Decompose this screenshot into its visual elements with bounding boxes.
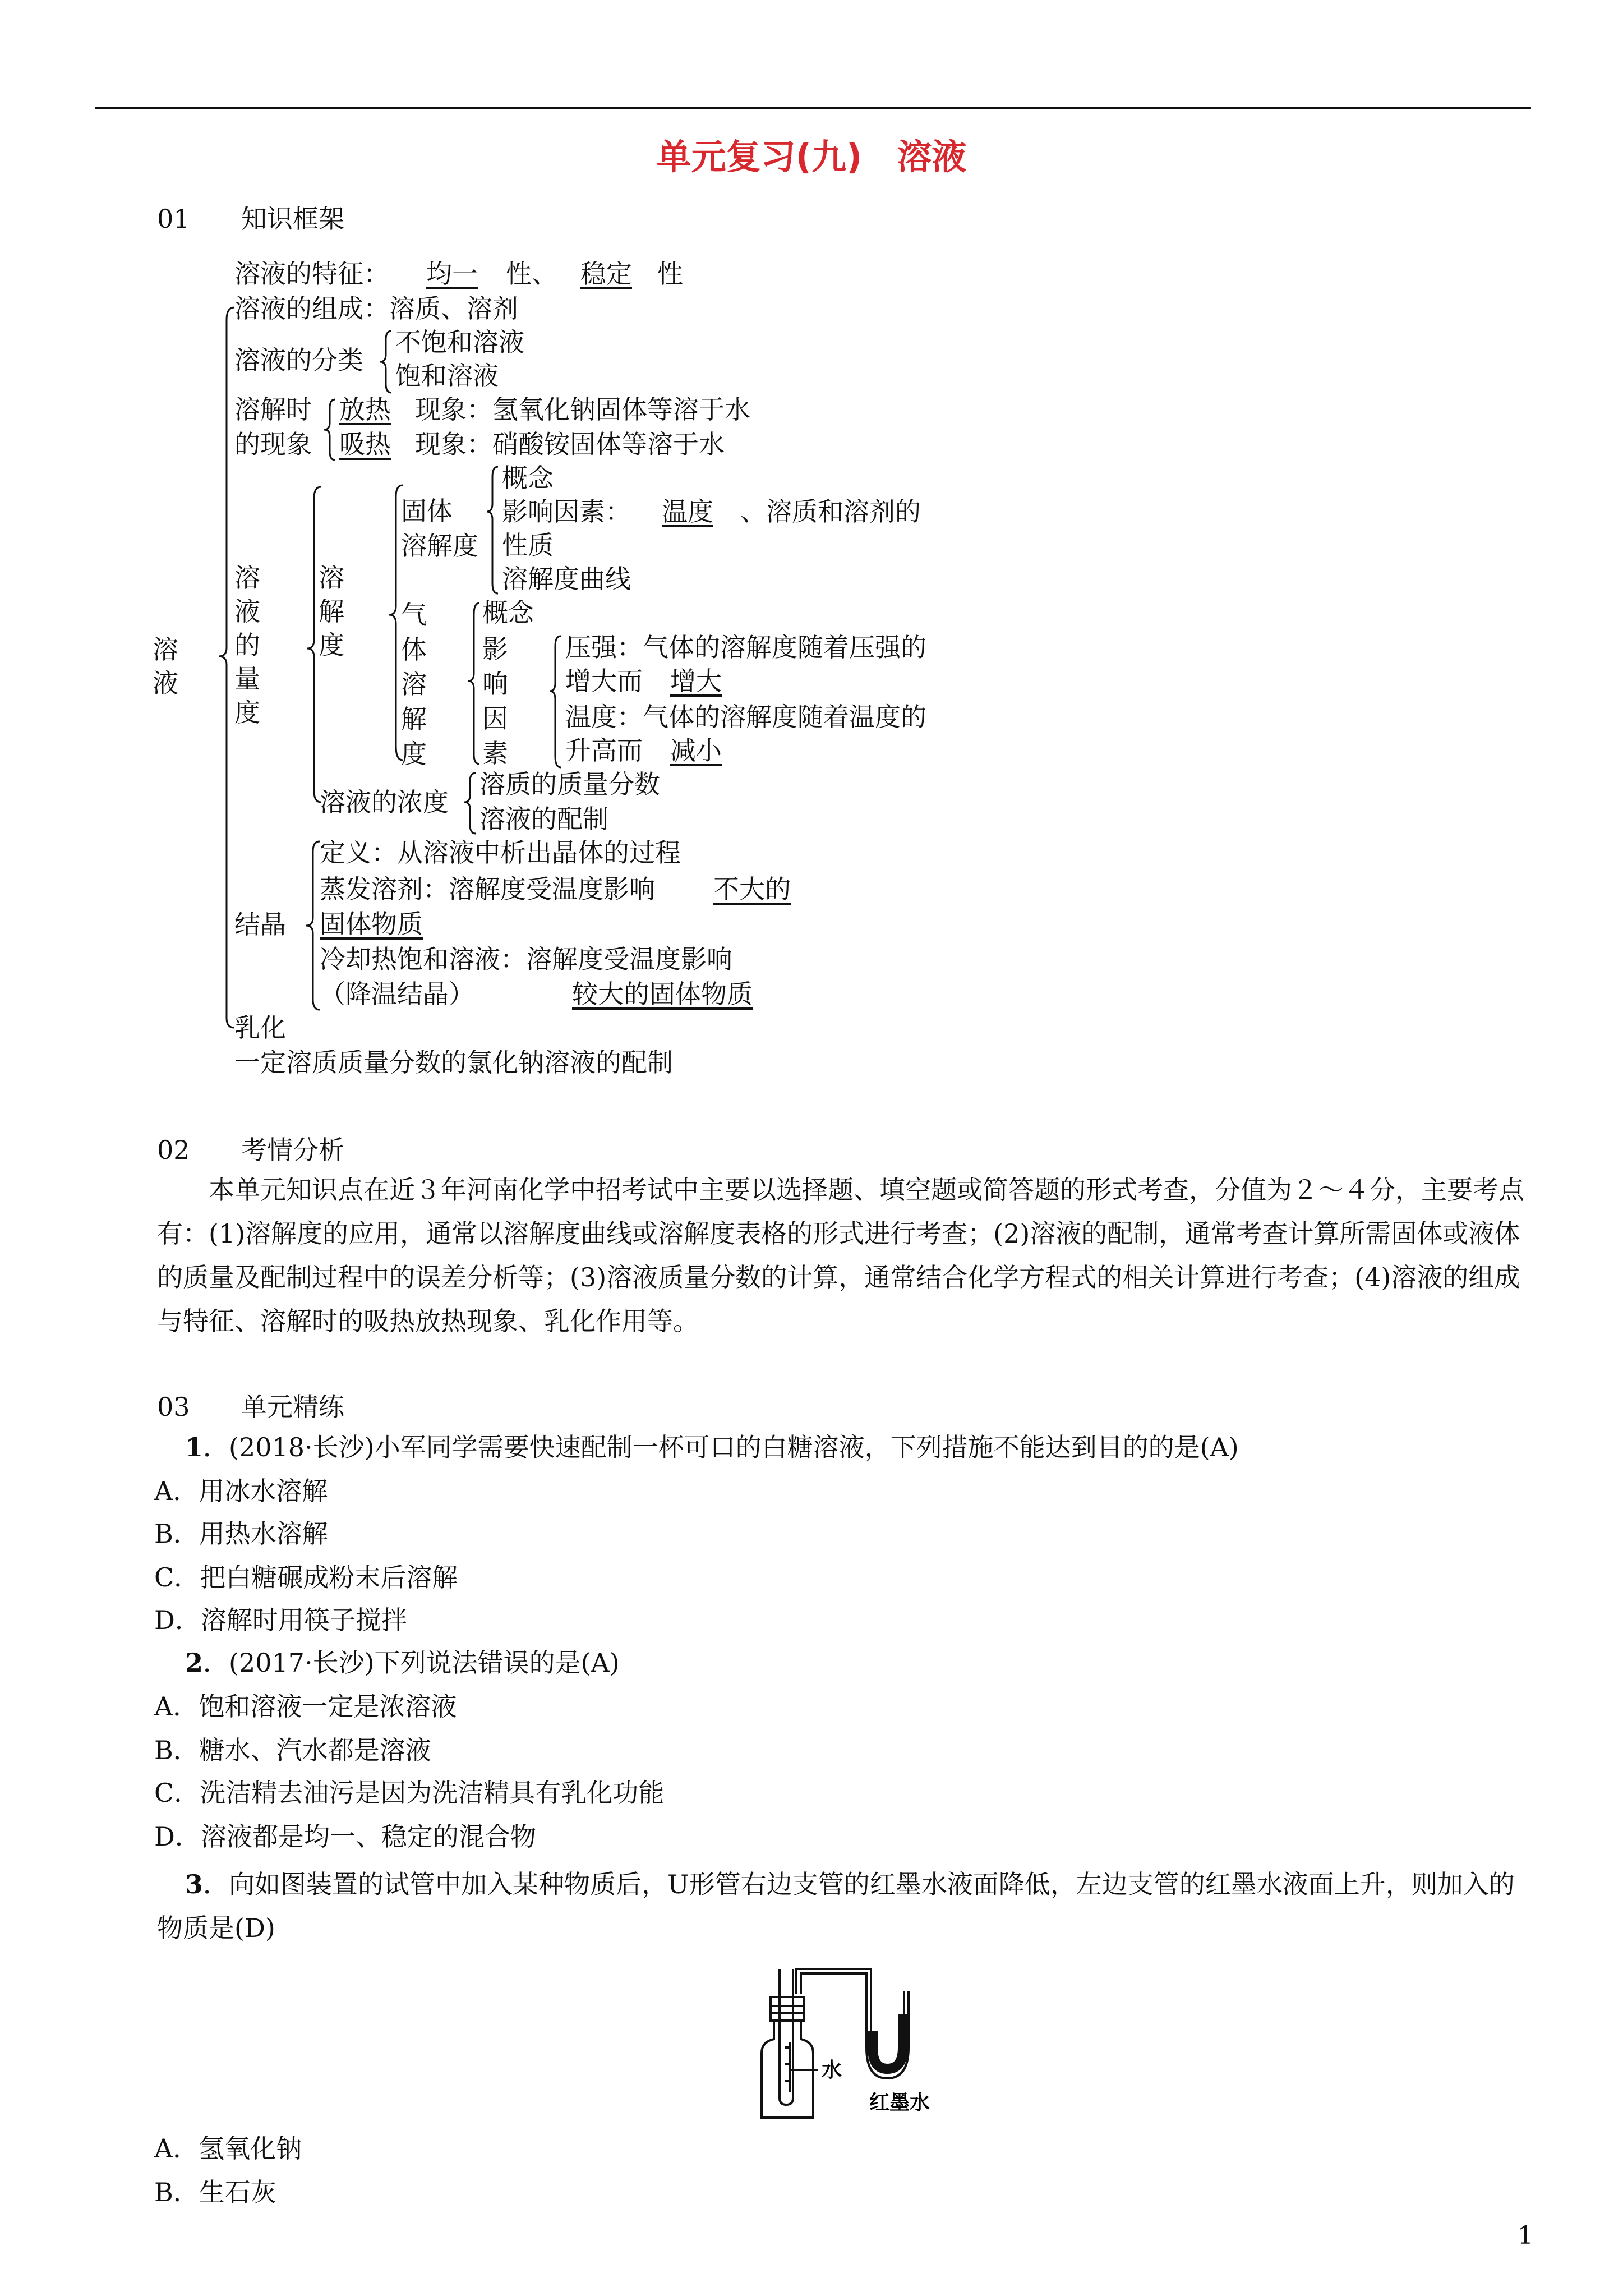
- fw-unsaturated: 不饱和溶液: [395, 327, 524, 357]
- fw-measure: 溶 液 的 量 度: [234, 563, 260, 728]
- water-label: 水: [822, 2059, 842, 2082]
- fw-temperature-1: 温度：气体的溶解度随着温度的: [565, 702, 926, 732]
- fw-dissolve-line1: 溶解时: [234, 394, 312, 425]
- fw-solid-factor-rest: 、溶质和溶剂的: [740, 496, 921, 527]
- option-c: C．洗洁精去油污是因为洗洁精具有乳化功能: [154, 1778, 665, 1808]
- option-d: D．溶解时用筷子搅拌: [154, 1605, 407, 1635]
- question-text: ．(2018·长沙)小军同学需要快速配制一杯可口的白糖溶液，下列措施不能达到目的的是(A): [203, 1432, 1239, 1462]
- question-number: 2: [185, 1648, 204, 1678]
- fw-dissolve-line2: 的现象: [234, 429, 312, 459]
- question-text: ．(2017·长沙)下列说法错误的是(A): [203, 1648, 620, 1678]
- fw-cry-cooling-answer: 较大的固体物质: [572, 979, 753, 1009]
- fw-solubility-curve: 溶解度曲线: [502, 564, 631, 594]
- fw-saturated: 饱和溶液: [395, 361, 499, 391]
- fw-gas-solubility: 气 体 溶 解 度: [401, 600, 427, 769]
- option-b: B．用热水溶解: [154, 1519, 328, 1549]
- fw-solid-factor-label: 影响因素：: [502, 496, 631, 527]
- fw-temperature-2: 升高而: [565, 735, 643, 766]
- fw-endothermic-desc: 现象：硝酸铵固体等溶于水: [415, 429, 725, 459]
- section-label: 单元精练: [241, 1392, 344, 1422]
- fw-cry-definition: 定义：从溶液中析出晶体的过程: [320, 838, 681, 868]
- fw-mass-fraction: 溶质的质量分数: [479, 769, 660, 799]
- fw-gas-concept: 概念: [482, 597, 534, 628]
- fw-solubility: 溶 解 度: [319, 563, 344, 660]
- fw-feature-mid: 性、: [506, 259, 557, 289]
- fw-gas-factors: 影 响 因 素: [482, 634, 508, 769]
- section-number: 02: [157, 1135, 190, 1165]
- option-c: C．把白糖碾成粉末后溶解: [154, 1562, 458, 1593]
- question-stem: [157, 1862, 1531, 1950]
- fw-cry-evaporation: 蒸发溶剂：溶解度受温度影响: [320, 874, 655, 904]
- fw-nacl-prep: 一定溶质质量分数的氯化钠溶液的配制: [234, 1047, 673, 1078]
- fw-pressure-1: 压强：气体的溶解度随着压强的: [565, 632, 926, 662]
- section-number: 01: [157, 204, 190, 234]
- page-title: 单元复习(九) 溶液: [656, 136, 967, 177]
- red-ink-label: 红墨水: [869, 2091, 930, 2114]
- fw-concentration: 溶液的浓度: [320, 787, 449, 817]
- apparatus-figure: [740, 1958, 965, 2126]
- option-b: B．生石灰: [154, 2177, 276, 2207]
- fw-exothermic: 放热: [339, 394, 391, 425]
- fw-feature-answer-2: 稳定: [580, 259, 632, 289]
- fw-classification: 溶液的分类: [234, 345, 363, 375]
- analysis-paragraph: 本单元知识点在近３年河南化学中招考试中主要以选择题、填空题或简答题的形式考查，分值为２～４分，主要考点有：(1)溶解度的应用，通常以溶解度曲线或溶解度表格的形式进行考查；(2)溶液的配制，通常考查计算所需固体或液体的质量及配制过程中的误差分析等；(3)溶液质量分数的计算，通常结合化学方程式的相关计算进行考查；(4)溶液的组成与特征、溶解时的吸热放热现象、乳化作用等。: [157, 1175, 1524, 1336]
- fw-solid-concept: 概念: [502, 463, 554, 493]
- fw-feature-answer-1: 均一: [426, 259, 478, 289]
- framework-braces: [0, 0, 1623, 1122]
- fw-cry-evaporation-answer: 不大的: [713, 874, 791, 904]
- option-d: D．溶液都是均一、稳定的混合物: [154, 1821, 536, 1852]
- fw-cry-evaporation-answer-2: 固体物质: [320, 909, 423, 939]
- fw-solid-factor-rest2: 性质: [502, 530, 554, 560]
- fw-feature-end: 性: [657, 259, 683, 289]
- fw-cry-cooling: 冷却热饱和溶液：溶解度受温度影响: [320, 944, 732, 974]
- question-text: ．向如图装置的试管中加入某种物质后，U形管右边支管的红墨水液面降低，左边支管的红墨水液面上升，则加入的物质是(D): [157, 1869, 1515, 1943]
- option-a: A．饱和溶液一定是浓溶液: [154, 1691, 457, 1722]
- fw-crystallization: 结晶: [234, 909, 286, 940]
- page-number: 1: [1518, 2221, 1533, 2250]
- section-number: 03: [157, 1392, 190, 1422]
- fw-solid-solubility: 固体 溶解度: [401, 496, 478, 561]
- fw-cry-cooling-note: （降温结晶）: [320, 979, 474, 1009]
- question-number: 3: [185, 1869, 204, 1899]
- section-label: 考情分析: [241, 1135, 344, 1165]
- question-stem: [185, 1646, 620, 1680]
- question-number: 1: [185, 1432, 204, 1462]
- fw-pressure-answer: 增大: [670, 666, 722, 696]
- fw-emulsification: 乳化: [234, 1013, 286, 1043]
- fw-solid-factor-answer: 温度: [662, 496, 713, 527]
- fw-exothermic-desc: 现象：氢氧化钠固体等溶于水: [415, 394, 750, 425]
- fw-composition: 溶液的组成：溶质、溶剂: [234, 293, 518, 324]
- fw-temperature-answer: 减小: [670, 735, 722, 766]
- fw-endothermic: 吸热: [339, 429, 391, 459]
- option-a: A．氢氧化钠: [154, 2133, 302, 2164]
- fw-feature-label: 溶液的特征：: [234, 259, 389, 289]
- fw-solution-prep: 溶液的配制: [479, 804, 608, 834]
- question-stem: [185, 1430, 1239, 1464]
- fw-root: 溶 液: [153, 634, 178, 698]
- fw-pressure-2: 增大而: [565, 666, 643, 696]
- option-b: B．糖水、汽水都是溶液: [154, 1735, 431, 1765]
- section-label: 知识框架: [241, 204, 344, 234]
- option-a: A．用冰水溶解: [154, 1476, 328, 1506]
